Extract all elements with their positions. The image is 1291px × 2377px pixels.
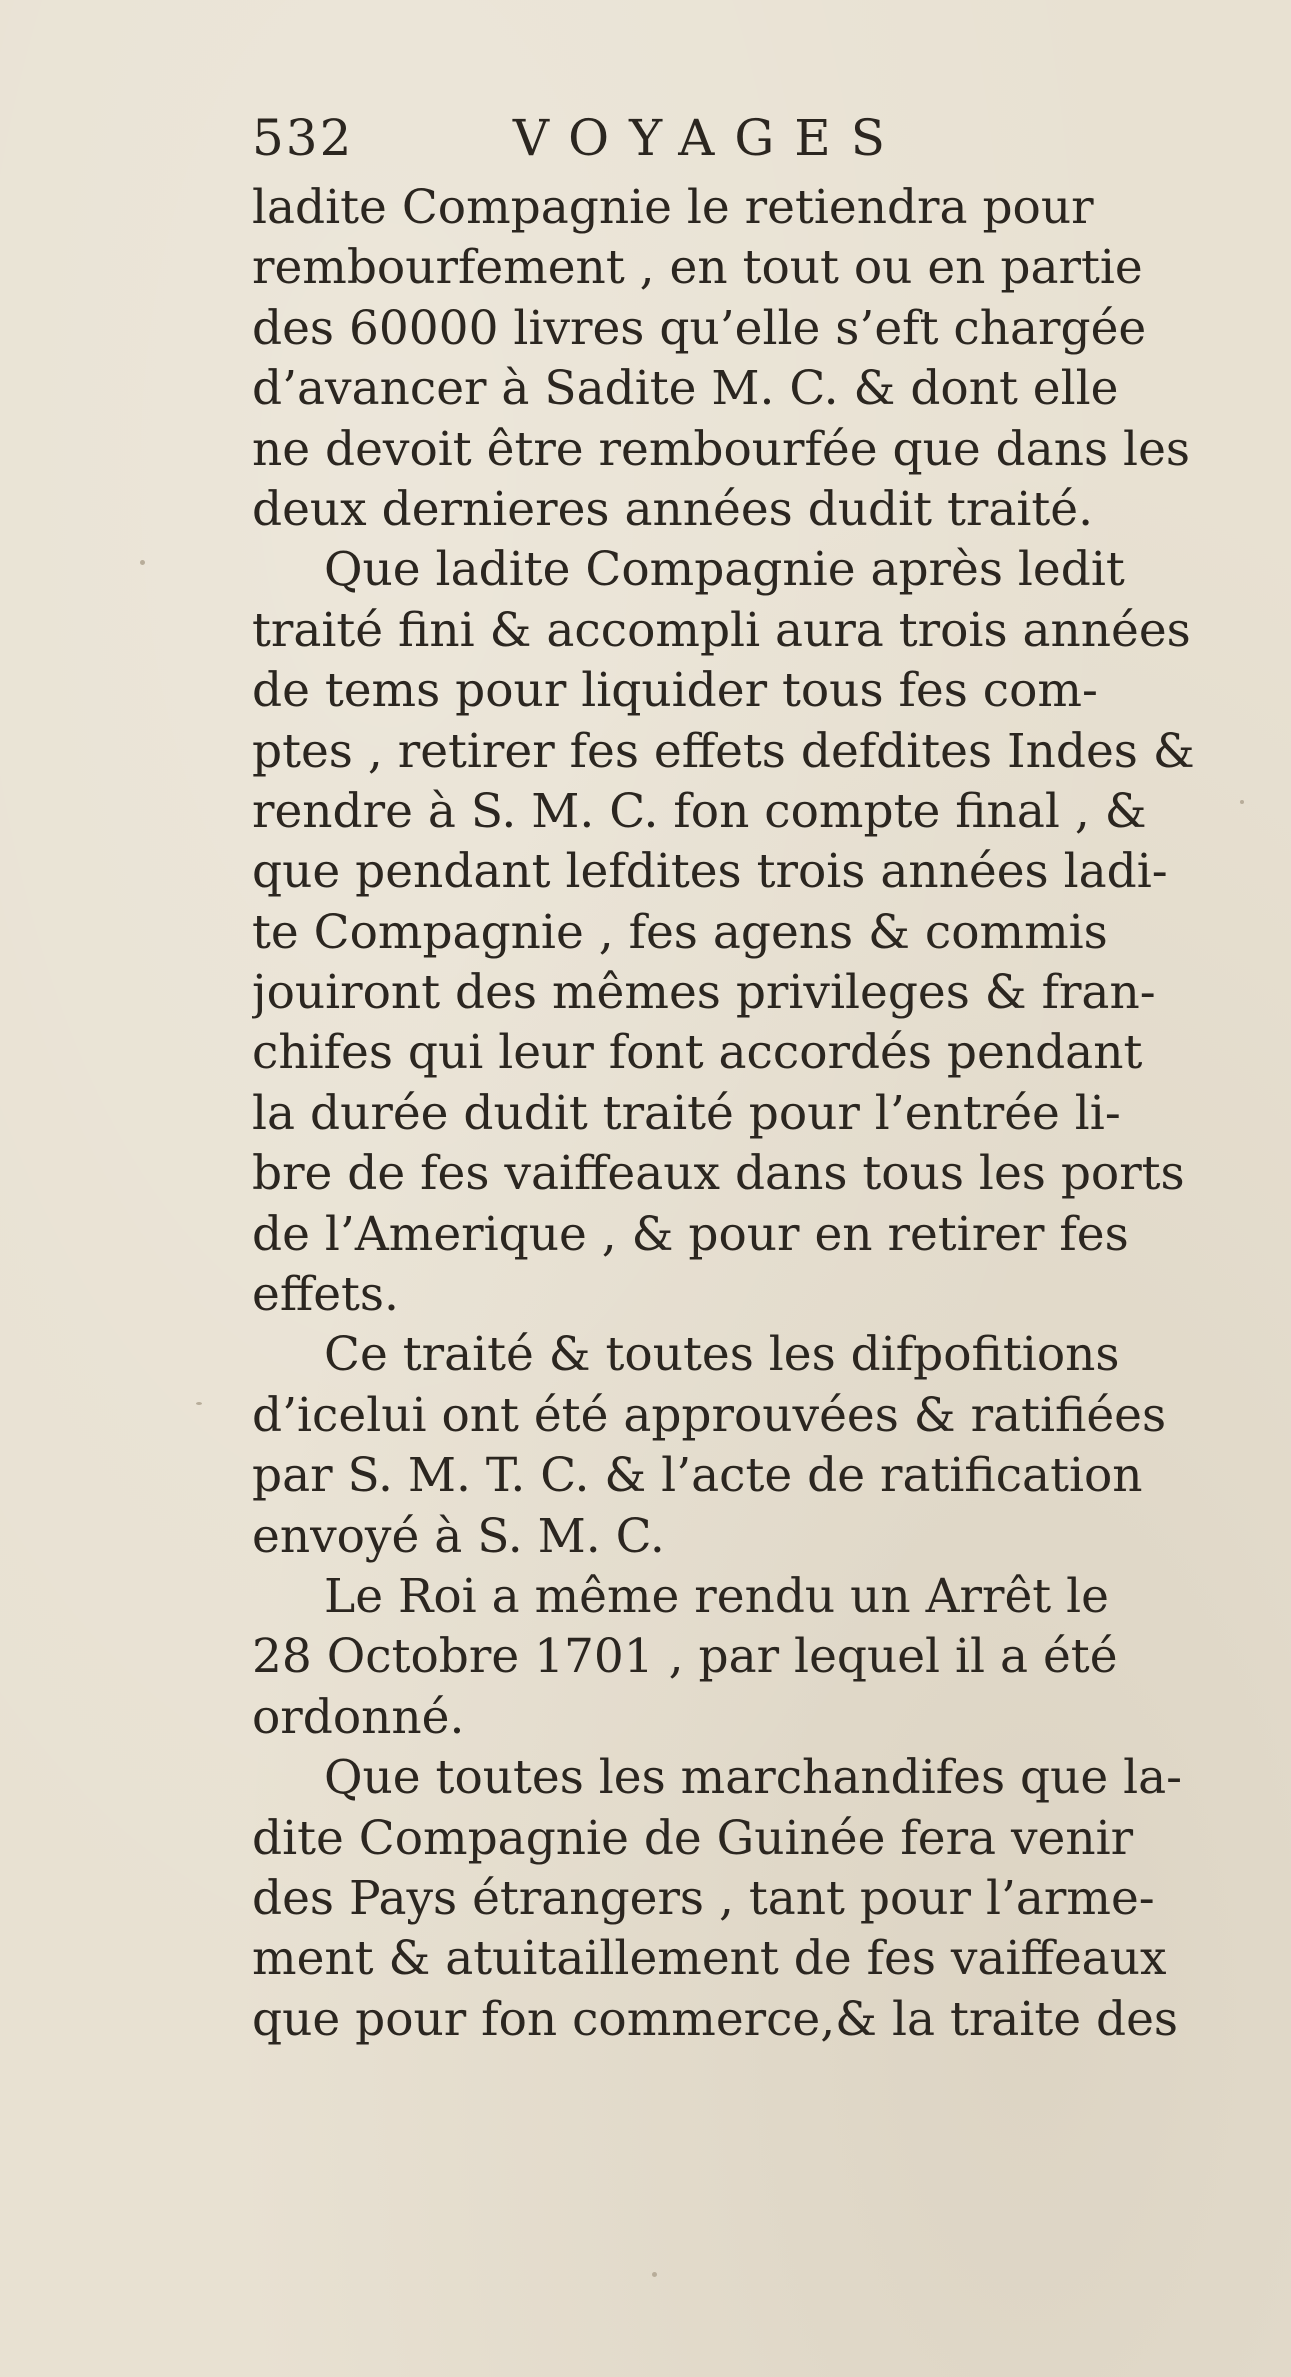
- text-line: ptes , retirer fes effets defdites Indes &: [252, 723, 1195, 779]
- paragraph-start-line: Ce traité & toutes les difpofitions: [324, 1327, 1120, 1383]
- text-line: d’icelui ont été approuvées & ratifiées: [252, 1387, 1167, 1443]
- running-title: VOYAGES: [512, 109, 906, 167]
- text-line: des Pays étrangers , tant pour l’arme-: [252, 1870, 1155, 1926]
- text-line: 28 Octobre 1701 , par lequel il a été: [252, 1629, 1118, 1685]
- paper-speck: [652, 2272, 657, 2277]
- paragraph-start-line: Que ladite Compagnie après ledit: [324, 542, 1125, 598]
- paragraph-start-line: Le Roi a même rendu un Arrêt le: [324, 1568, 1109, 1624]
- text-line: effets.: [252, 1267, 399, 1323]
- text-line: par S. M. T. C. & l’acte de ratification: [252, 1448, 1143, 1504]
- paper-speck: [1240, 800, 1244, 804]
- text-line: ladite Compagnie le retiendra pour: [252, 180, 1094, 235]
- text-line: rembourfement , en tout ou en partie: [252, 240, 1143, 296]
- text-line: dite Compagnie de Guinée fera venir: [252, 1810, 1134, 1866]
- text-line: rendre à S. M. C. fon compte final , &: [252, 783, 1147, 839]
- text-line: d’avancer à Sadite M. C. & dont elle: [252, 361, 1119, 417]
- text-line: que pendant lefdites trois années ladi-: [252, 844, 1168, 900]
- paper-speck: [140, 560, 145, 565]
- text-line: deux dernieres années dudit traité.: [252, 481, 1094, 537]
- text-line: des 60000 livres qu’elle s’eft chargée: [252, 300, 1147, 356]
- text-line: te Compagnie , fes agens & commis: [252, 904, 1108, 960]
- running-head: [252, 108, 1052, 168]
- text-line: envoyé à S. M. C.: [252, 1508, 665, 1564]
- paragraph-start-line: Que toutes les marchandifes que la-: [324, 1750, 1183, 1806]
- text-line: la durée dudit traité pour l’entrée li-: [252, 1085, 1121, 1141]
- text-line: de tems pour liquider tous fes com-: [252, 663, 1098, 719]
- text-line: jouiront des mêmes privileges & fran-: [252, 965, 1156, 1021]
- text-line: ordonné.: [252, 1689, 465, 1745]
- text-line: de l’Amerique , & pour en retirer fes: [252, 1206, 1129, 1262]
- text-line: ne devoit être rembourfée que dans les: [252, 421, 1191, 477]
- text-line: ment & atuitaillement de fes vaiffeaux: [252, 1931, 1167, 1987]
- page-number: 532: [252, 109, 354, 167]
- text-line: traité fini & accompli aura trois années: [252, 602, 1191, 658]
- paper-speck: [196, 1402, 202, 1405]
- text-line: bre de fes vaiffeaux dans tous les ports: [252, 1146, 1185, 1202]
- body-text: [252, 178, 1232, 2050]
- text-line: que pour fon commerce,& la traite des: [252, 1991, 1179, 2047]
- text-line: chifes qui leur font accordés pendant: [252, 1025, 1143, 1081]
